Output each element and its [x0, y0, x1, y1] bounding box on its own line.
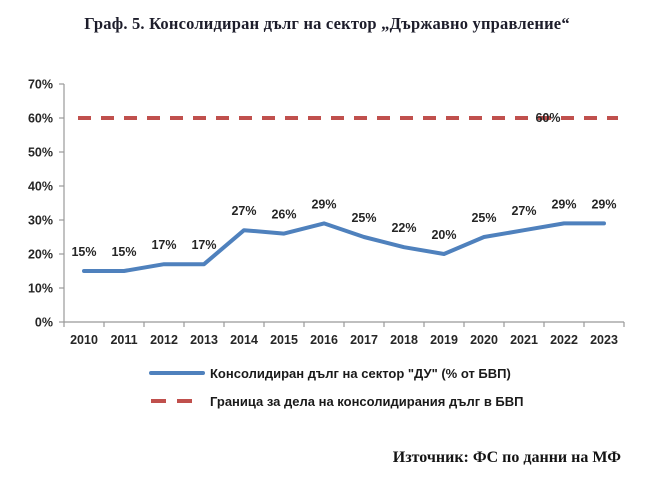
data-point-label: 17%	[191, 238, 217, 253]
y-tick-label: 60%	[27, 111, 53, 126]
x-tick-label: 2017	[350, 333, 378, 347]
legend-label-debt: Консолидиран дълг на сектор "ДУ" (% от БВП)	[210, 365, 511, 381]
y-tick-label: 70%	[27, 77, 53, 92]
y-tick-label: 20%	[27, 247, 53, 262]
chart-title: Граф. 5. Консолидиран дълг на сектор „Държавно управление“	[84, 14, 570, 33]
data-point-label: 27%	[511, 204, 537, 219]
y-tick-label: 50%	[27, 145, 53, 160]
x-tick-label: 2022	[550, 333, 578, 347]
x-tick-label: 2013	[190, 333, 218, 347]
x-tick-label: 2011	[110, 333, 138, 347]
data-point-label: 26%	[271, 207, 297, 222]
y-tick-label: 40%	[27, 179, 53, 194]
x-tick-label: 2012	[150, 333, 178, 347]
chart-legend	[149, 362, 524, 412]
x-tick-label: 2016	[310, 333, 338, 347]
legend-label-limit: Граница за дела на консолидирания дълг в БВП	[210, 393, 524, 409]
x-tick-label: 2019	[430, 333, 458, 347]
x-tick-label: 2014	[230, 333, 258, 347]
x-tick-label: 2021	[510, 333, 538, 347]
y-tick-label: 10%	[27, 281, 53, 296]
legend-item-debt	[149, 362, 524, 384]
legend-item-limit	[149, 390, 524, 412]
data-point-label: 29%	[551, 197, 577, 212]
y-tick-label: 0%	[34, 315, 53, 330]
data-point-label: 22%	[391, 221, 417, 236]
data-point-label: 29%	[311, 197, 337, 212]
x-tick-label: 2020	[470, 333, 498, 347]
y-tick-label: 30%	[27, 213, 53, 228]
data-point-label: 17%	[151, 238, 177, 253]
data-point-label: 25%	[471, 211, 497, 225]
x-tick-label: 2018	[390, 333, 418, 347]
x-tick-label: 2023	[590, 333, 618, 347]
limit-line-label: 60%	[535, 111, 561, 125]
data-point-label: 15%	[111, 245, 137, 259]
legend-solid-line-icon	[149, 369, 205, 377]
data-point-label: 29%	[591, 197, 617, 212]
data-point-label: 27%	[231, 204, 257, 219]
data-point-label: 15%	[71, 245, 97, 259]
x-tick-label: 2010	[70, 333, 98, 347]
data-point-label: 20%	[431, 228, 457, 242]
legend-dashed-line-icon	[149, 397, 205, 405]
data-point-label: 25%	[351, 211, 377, 225]
source-note: Източник: ФС по данни на МФ	[392, 449, 621, 466]
x-tick-label: 2015	[270, 333, 298, 347]
